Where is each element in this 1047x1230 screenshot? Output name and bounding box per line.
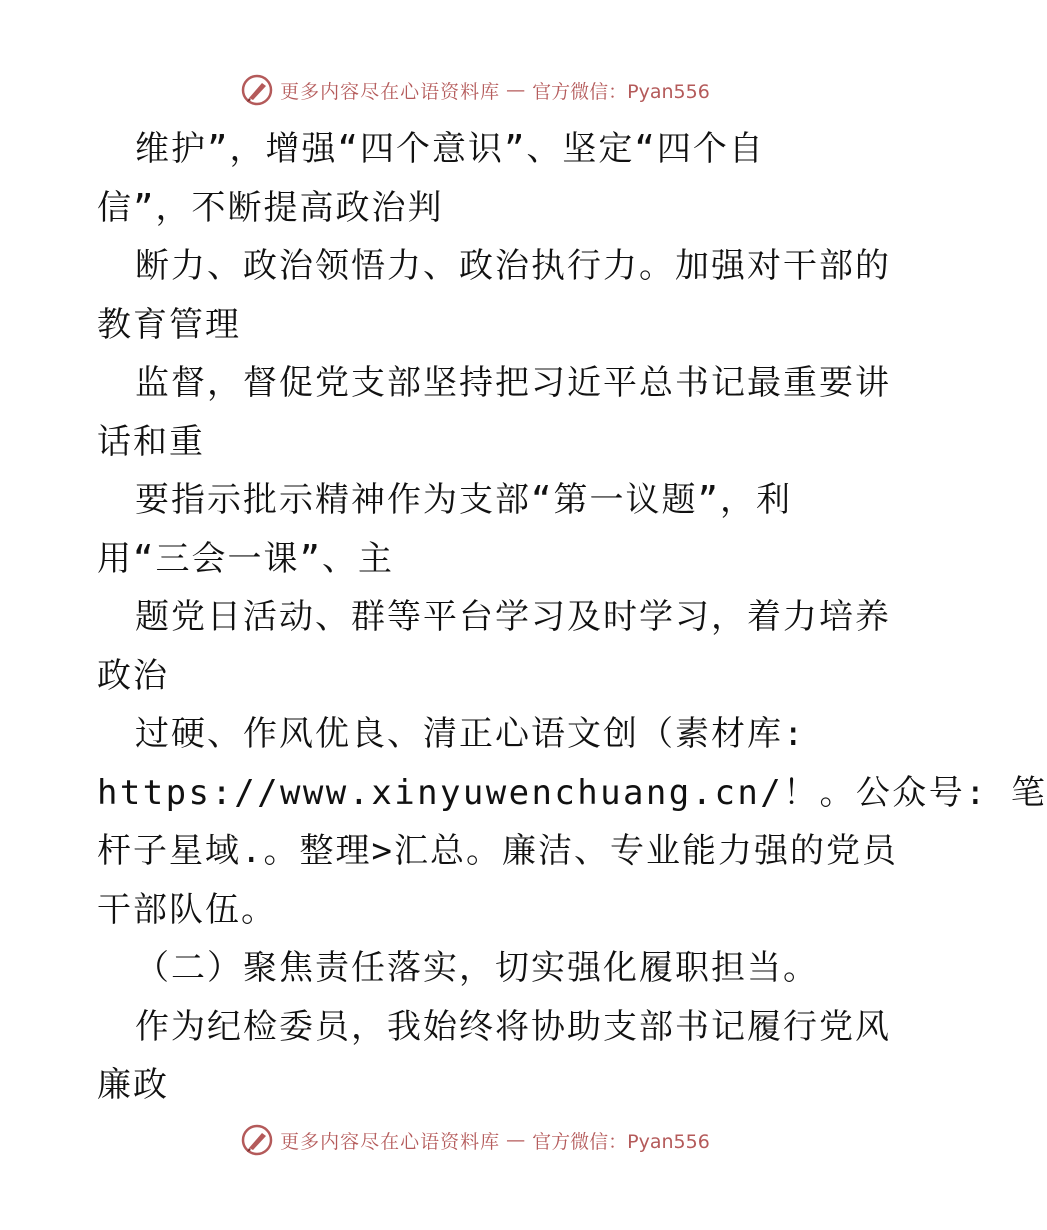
text-line: 过硬、作风优良、清正心语文创（素材库: [135,714,806,754]
text-line: 维护”，增强“四个意识”、坚定“四个自 [135,129,765,169]
header-banner-wechat: 官方微信：Pyan556 [532,80,710,103]
document-body [97,120,1047,1115]
pen-logo-icon [240,73,274,107]
section-heading: （二）聚焦责任落实，切实强化履职担当。 [135,948,819,988]
text-line: 作为纪检委员，我始终将协助支部书记履行党风 [135,1006,891,1047]
text-line: 信”，不断提高政治判 [97,187,444,228]
text-line: 断力、政治领悟力、政治执行力。加强对干部的 [135,246,891,286]
header-banner-separator: — [506,79,527,101]
text-line: 用“三会一课”、主 [97,538,394,579]
text-line: 话和重 [97,421,205,462]
text-line-url: https://www.xinyuwenchuang.cn/！。公众号: 笔 [97,772,1047,813]
text-line: 要指示批示精神作为支部“第一议题”，利 [135,480,792,520]
footer-banner-wechat: 官方微信：Pyan556 [532,1130,710,1153]
text-line: 干部队伍。 [97,889,277,930]
pen-logo-icon [240,1123,274,1157]
header-banner-text: 更多内容尽在心语资料库 [280,80,501,103]
text-line: 教育管理 [97,304,241,345]
text-line: 政治 [97,655,169,696]
text-line: 廉政 [97,1065,169,1105]
footer-banner-separator: — [506,1129,527,1151]
text-line: 杆子星域.。整理>汇总。廉洁、专业能力强的党员 [97,831,898,871]
footer-banner-text: 更多内容尽在心语资料库 [280,1130,501,1153]
text-line: 题党日活动、群等平台学习及时学习，着力培养 [135,597,891,637]
header-banner [0,70,950,110]
footer-banner [0,1120,950,1160]
text-line: 监督，督促党支部坚持把习近平总书记最重要讲 [135,363,891,403]
